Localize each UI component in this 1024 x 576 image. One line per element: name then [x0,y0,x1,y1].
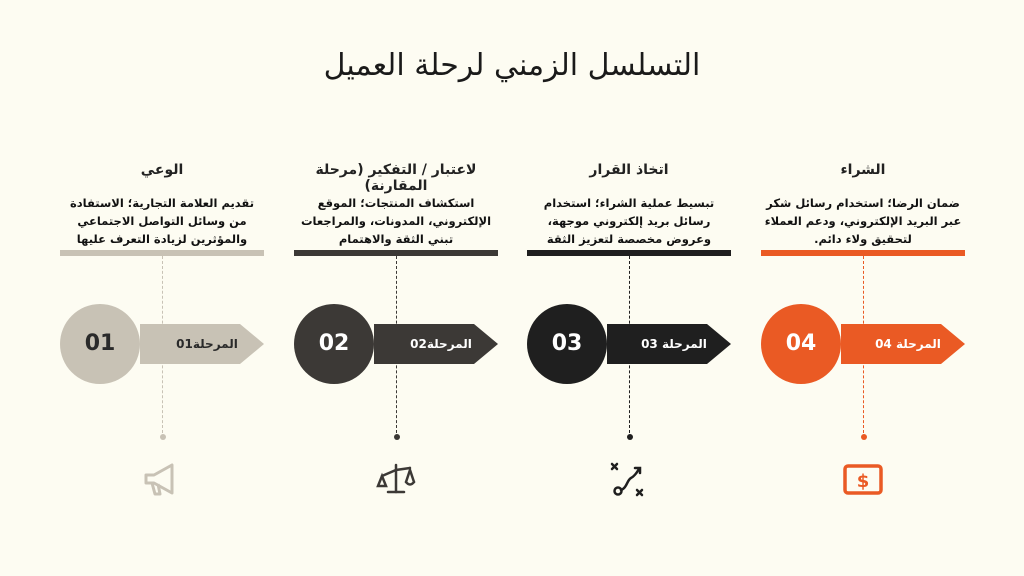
stage-arrow [140,324,264,364]
decision-path-icon [609,460,649,500]
stage-arrow [841,324,965,364]
stage-arrow [374,324,498,364]
stage-connector-dot [394,434,400,440]
stage-heading: اتخاذ القرار [589,162,669,178]
timeline-stage-01 [60,0,264,576]
stage-connector-dot [627,434,633,440]
stage-arrow-label: المرحلة01 [176,337,238,351]
stage-description: ضمان الرضا؛ استخدام رسائل شكر عبر البريد الإلكتروني، ودعم العملاء لتحقيق ولاء دائم. [764,196,962,246]
stage-arrow [607,324,731,364]
stage-number-circle: 03 [527,304,607,384]
balance-scale-icon [376,460,416,500]
stage-connector-dot [160,434,166,440]
timeline-stage-02 [294,0,498,576]
stage-heading: لاعتبار / التفكير (مرحلة المقارنة) [315,162,477,194]
megaphone-icon [142,460,182,500]
stage-description: تبسيط عملية الشراء؛ استخدام رسائل بريد إلكتروني موجهة، وعروض مخصصة لتعزيز الثقة [543,196,715,246]
stage-number-circle: 04 [761,304,841,384]
stage-heading: الوعي [140,162,184,178]
stage-heading: الشراء [840,162,886,178]
page-title: التسلسل الزمني لرحلة العميل [323,48,701,83]
stage-number-circle: 02 [294,304,374,384]
stage-arrow-label: المرحلة02 [410,337,472,351]
stage-arrow-label: المرحلة 03 [641,337,707,351]
timeline-stage-03 [527,0,731,576]
stage-number-circle: 01 [60,304,140,384]
stage-arrow-label: المرحلة 04 [875,337,941,351]
stage-description: تقديم العلامة التجارية؛ الاستفادة من وسائل التواصل الاجتماعي والمؤثرين لزيادة التعرف عليها [69,196,255,246]
timeline-stage-04 [761,0,965,576]
dollar-bill-icon [843,460,883,500]
svg-text:$: $ [856,471,870,492]
stage-description: استكشاف المنتجات؛ الموقع الإلكتروني، المدونات، والمراجعات تبني الثقة والاهتمام [300,196,492,246]
stage-connector-dot [861,434,867,440]
